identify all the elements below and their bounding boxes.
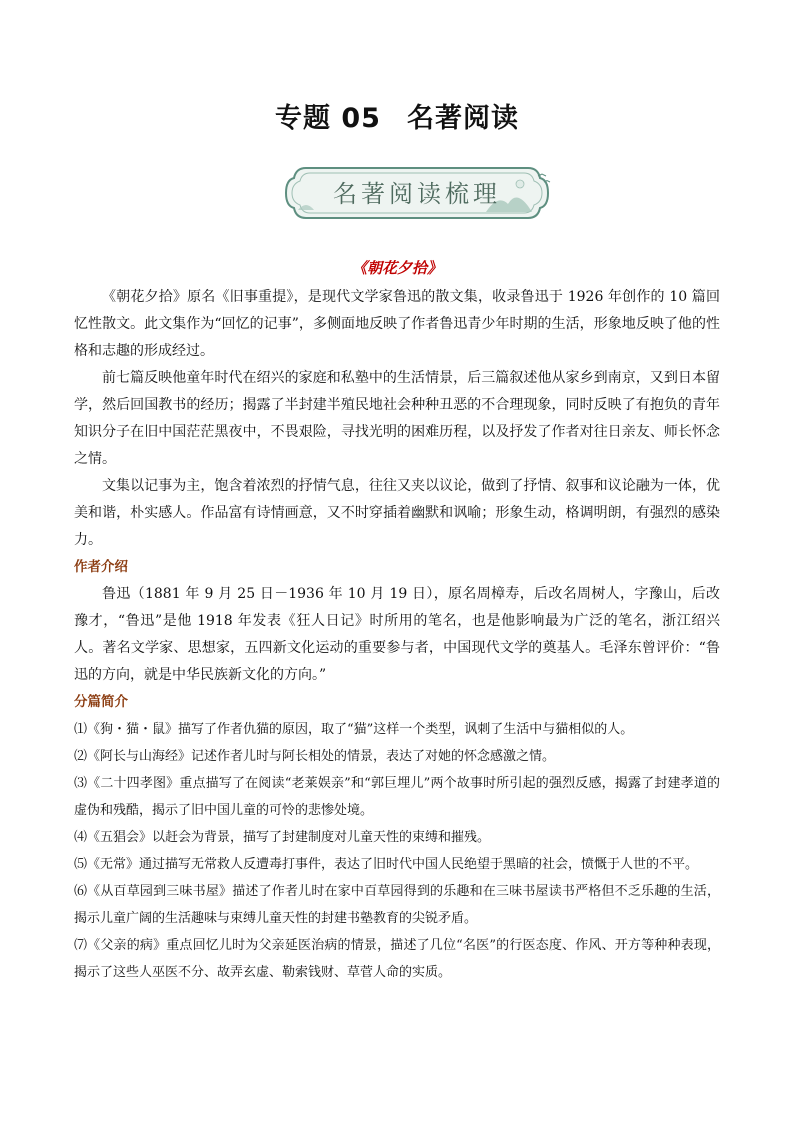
title-prefix: 专题 05 xyxy=(275,103,381,134)
chapters-heading: 分篇简介 xyxy=(74,694,128,710)
title-main: 名著阅读 xyxy=(406,103,519,134)
chapter-list xyxy=(74,716,720,986)
intro-paragraph-2: 前七篇反映他童年时代在绍兴的家庭和私塾中的生活情景，后三篇叙述他从家乡到南京，又到日本留学，然后回国教书的经历；揭露了半封建半殖民地社会种种丑恶的不合理现象，同时反映了有抱负的青年知识分子在旧中国茫茫黑夜中，不畏艰险，寻找光明的困难历程，以及抒发了作者对往日亲友、师长怀念之情。 xyxy=(74,370,720,467)
section-banner xyxy=(276,160,558,226)
document-body xyxy=(74,284,720,986)
chapter-item-4: ⑷《五猖会》以赶会为背景，描写了封建制度对儿童天性的束缚和摧残。 xyxy=(74,830,491,845)
chapter-item-1: ⑴《狗・猫・鼠》描写了作者仇猫的原因，取了“猫”这样一个类型，讽刺了生活中与猫相似的人。 xyxy=(74,722,634,737)
banner-text: 名著阅读梳理 xyxy=(333,180,501,208)
chapter-item-2: ⑵《阿长与山海经》记述作者儿时与阿长相处的情景，表达了对她的怀念感激之情。 xyxy=(74,749,556,764)
chapter-item-7: ⑺《父亲的病》重点回忆儿时为父亲延医治病的情景，描述了几位“名医”的行医态度、作风、开方等种种表现，揭示了这些人巫医不分、故弄玄虚、勒索钱财、草菅人命的实质。 xyxy=(74,938,720,980)
book-title: 《朝花夕拾》 xyxy=(351,259,442,277)
chapter-item-6: ⑹《从百草园到三味书屋》描述了作者儿时在家中百草园得到的乐趣和在三味书屋读书严格但不乏乐趣的生活，揭示儿童广阔的生活趣味与束缚儿童天性的封建书塾教育的尖锐矛盾。 xyxy=(74,884,720,926)
author-paragraph: 鲁迅（1881 年 9 月 25 日－1936 年 10 月 19 日），原名周樟寿，后改名周树人，字豫山，后改豫才，“鲁迅”是他 1918 年发表《狂人日记》时所用的笔名，也是他影响最为广泛的笔名，浙江绍兴人。著名文学家、思想家，五四新文化运动的重要参与者，中国现代文学的奠基人。毛泽东曾评价：“鲁迅的方向，就是中华民族新文化的方向。” xyxy=(74,586,720,683)
author-heading: 作者介绍 xyxy=(74,559,128,575)
chapter-item-5: ⑸《无常》通过描写无常救人反遭毒打事件，表达了旧时代中国人民绝望于黑暗的社会，愤慨于人世的不平。 xyxy=(74,857,699,872)
intro-paragraph-3: 文集以记事为主，饱含着浓烈的抒情气息，往往又夹以议论，做到了抒情、叙事和议论融为一体，优美和谐，朴实感人。作品富有诗情画意，又不时穿插着幽默和讽喻；形象生动，格调明朗，有强烈的感染力。 xyxy=(74,478,720,548)
intro-paragraph-1: 《朝花夕拾》原名《旧事重提》，是现代文学家鲁迅的散文集，收录鲁迅于 1926 年创作的 10 篇回忆性散文。此文集作为“回忆的记事”，多侧面地反映了作者鲁迅青少年时期的生活，形象地反映了他的性格和志趣的形成经过。 xyxy=(74,289,720,359)
page-title xyxy=(0,96,794,135)
chapter-item-3: ⑶《二十四孝图》重点描写了在阅读“老莱娱亲”和“郭巨埋儿”两个故事时所引起的强烈反感，揭露了封建孝道的虚伪和残酷，揭示了旧中国儿童的可怜的悲惨处境。 xyxy=(74,776,720,818)
